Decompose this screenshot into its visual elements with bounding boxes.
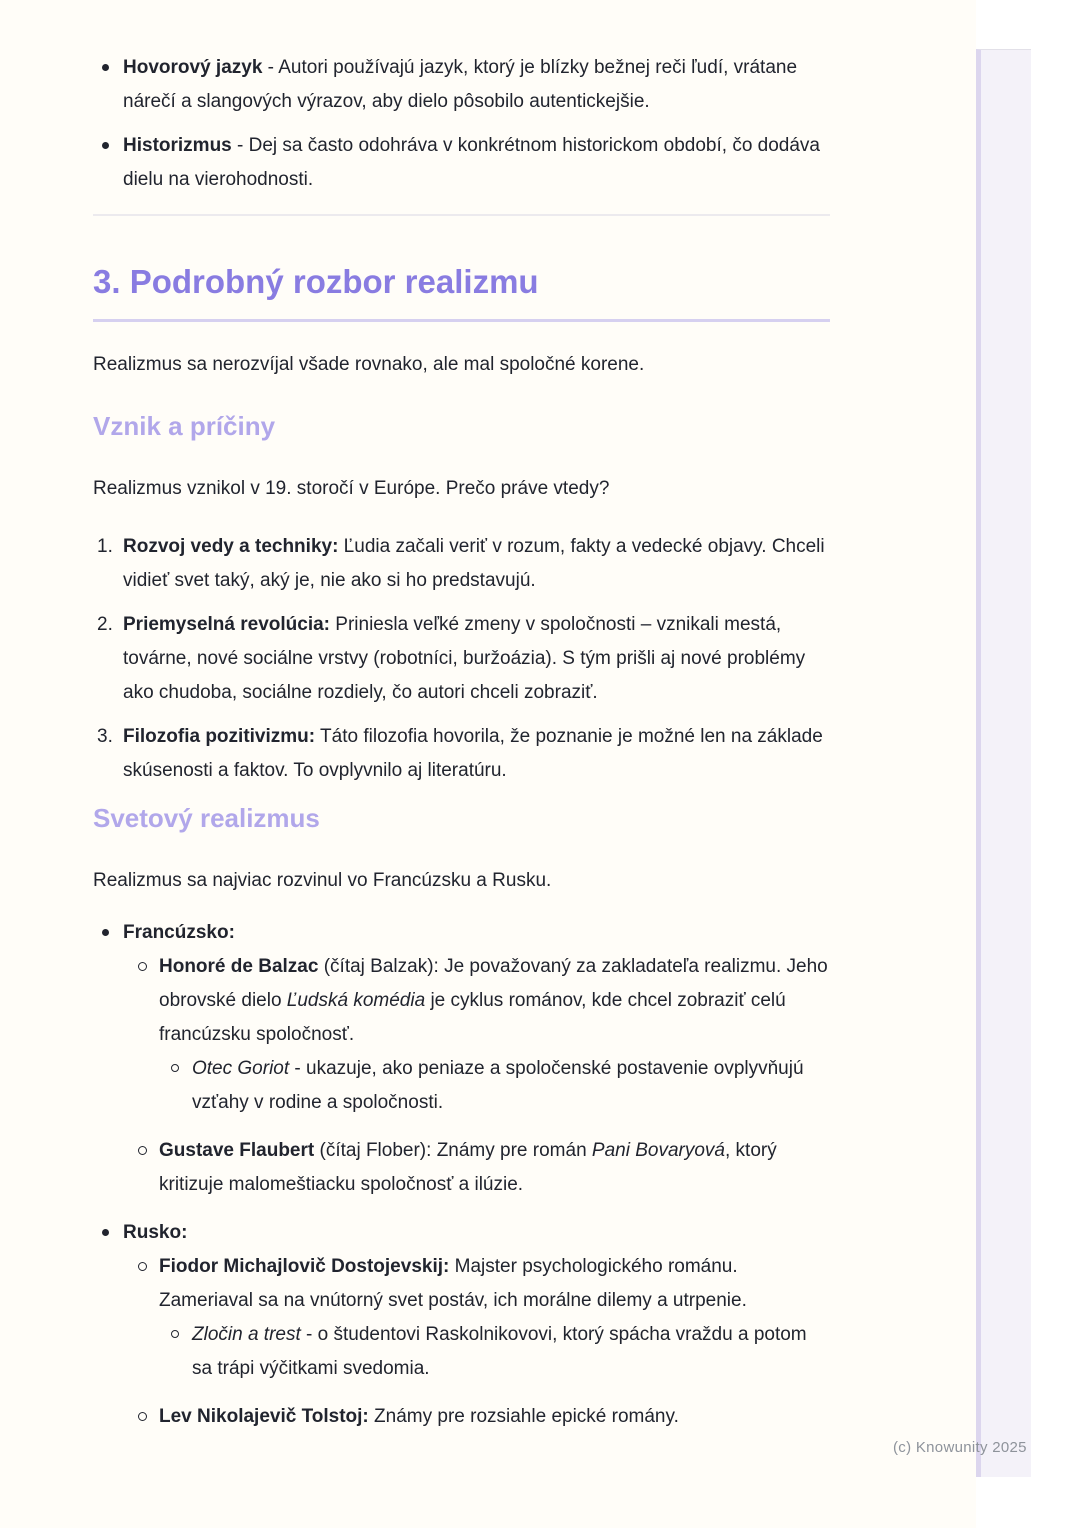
world-lead-text: Realizmus sa najviac rozvinul vo Francúzsku a Rusku. xyxy=(93,870,552,891)
author-item-flaubert xyxy=(129,1134,830,1202)
term-label: Historizmus xyxy=(123,135,232,156)
work-desc: - o študentovi Raskolnikovovi, ktorý spácha vraždu a potom sa trápi výčitkami svedomia. xyxy=(192,1324,807,1379)
term-label: Hovorový jazyk xyxy=(123,57,263,78)
copyright-watermark: (c) Knowunity 2025 xyxy=(893,1439,1027,1456)
country-item-france xyxy=(93,916,830,1202)
origins-lead-text: Realizmus vznikol v 19. storočí v Európe. Prečo práve vtedy? xyxy=(93,478,610,499)
scrollbar-track[interactable] xyxy=(976,49,1031,1477)
author-text: Známy pre rozsiahle epické romány. xyxy=(368,1406,679,1427)
list-item xyxy=(93,530,830,598)
author-item-dostojevskij xyxy=(129,1250,830,1386)
work-list xyxy=(159,1318,830,1386)
list-number: 1. xyxy=(97,536,113,557)
author-name: Honoré de Balzac xyxy=(159,956,319,977)
list-item xyxy=(93,720,830,788)
term-label: Rozvoj vedy a techniky: xyxy=(123,536,339,557)
item-text: Priniesla veľké zmeny v spoločnosti – vznikali mestá, továrne, nové sociálne vrstvy (robotníci, buržoázia). S tým prišli aj nové problémy ako chudoba, sociálne rozdiely, čo autori chceli zobraziť. xyxy=(123,614,806,703)
author-name: Gustave Flaubert xyxy=(159,1140,315,1161)
work-title-italic: Zločin a trest xyxy=(192,1324,301,1345)
section-title: 3. Podrobný rozbor realizmu xyxy=(93,260,830,322)
author-item-tolstoj xyxy=(129,1400,830,1434)
author-text: (čítaj Balzak): Je považovaný za zakladateľa realizmu. Jeho obrovské dielo xyxy=(159,956,828,1011)
author-text: , ktorý kritizuje malomeštiacku spoločnosť a ilúzie. xyxy=(159,1140,777,1195)
list-item xyxy=(93,51,830,119)
item-text: Táto filozofia hovorila, že poznanie je možné len na základe skúsenosti a faktov. To ovplyvnilo aj literatúru. xyxy=(123,726,823,781)
work-item xyxy=(159,1318,830,1386)
section-lead-text: Realizmus sa nerozvíjal všade rovnako, ale mal spoločné korene. xyxy=(93,354,645,375)
list-item xyxy=(93,608,830,710)
section-divider xyxy=(93,214,830,216)
work-desc: - ukazuje, ako peniaze a spoločenské postavenie ovplyvňujú vzťahy v rodine a spoločnosti. xyxy=(192,1058,804,1113)
author-list xyxy=(129,950,830,1202)
author-name: Fiodor Michajlovič Dostojevskij: xyxy=(159,1256,450,1277)
subsection-title-world: Svetový realizmus xyxy=(93,803,320,833)
term-label: Priemyselná revolúcia: xyxy=(123,614,330,635)
world-country-list xyxy=(93,916,830,1434)
item-text: Ľudia začali veriť v rozum, fakty a vedecké objavy. Chceli vidieť svet taký, aký je, nie ako si ho predstavujú. xyxy=(123,536,825,591)
work-item xyxy=(159,1052,830,1120)
author-name: Lev Nikolajevič Tolstoj: xyxy=(159,1406,369,1427)
country-label: Francúzsko: xyxy=(123,922,235,943)
list-number: 3. xyxy=(97,726,113,747)
author-text: (čítaj Flober): Známy pre román xyxy=(314,1140,592,1161)
author-text: Majster psychologického románu. Zameriaval sa na vnútorný svet postáv, ich morálne dilemy a utrpenie. xyxy=(159,1256,747,1311)
item-text: - Dej sa často odohráva v konkrétnom historickom období, čo dodáva dielu na vierohodnosti. xyxy=(123,135,820,190)
work-list xyxy=(159,1052,830,1120)
document-content xyxy=(93,0,830,1448)
item-text: - Autori používajú jazyk, ktorý je blízky bežnej reči ľudí, vrátane nárečí a slangových výrazov, aby dielo pôsobilo autentickejšie. xyxy=(123,57,798,112)
author-item-balzac xyxy=(129,950,830,1120)
author-list xyxy=(129,1250,830,1434)
work-title-italic: Otec Goriot xyxy=(192,1058,290,1079)
work-title-italic: Pani Bovaryová xyxy=(591,1140,725,1161)
work-title-italic: Ľudská komédia xyxy=(286,990,426,1011)
list-number: 2. xyxy=(97,614,113,635)
list-item xyxy=(93,129,830,197)
country-label: Rusko: xyxy=(123,1222,188,1243)
author-text: je cyklus románov, kde chcel zobraziť celú francúzsku spoločnosť. xyxy=(159,990,786,1045)
origins-numbered-list xyxy=(93,530,830,788)
intro-bullet-list xyxy=(93,51,830,197)
subsection-title-origins: Vznik a príčiny xyxy=(93,411,276,441)
term-label: Filozofia pozitivizmu: xyxy=(123,726,316,747)
country-item-russia xyxy=(93,1216,830,1434)
